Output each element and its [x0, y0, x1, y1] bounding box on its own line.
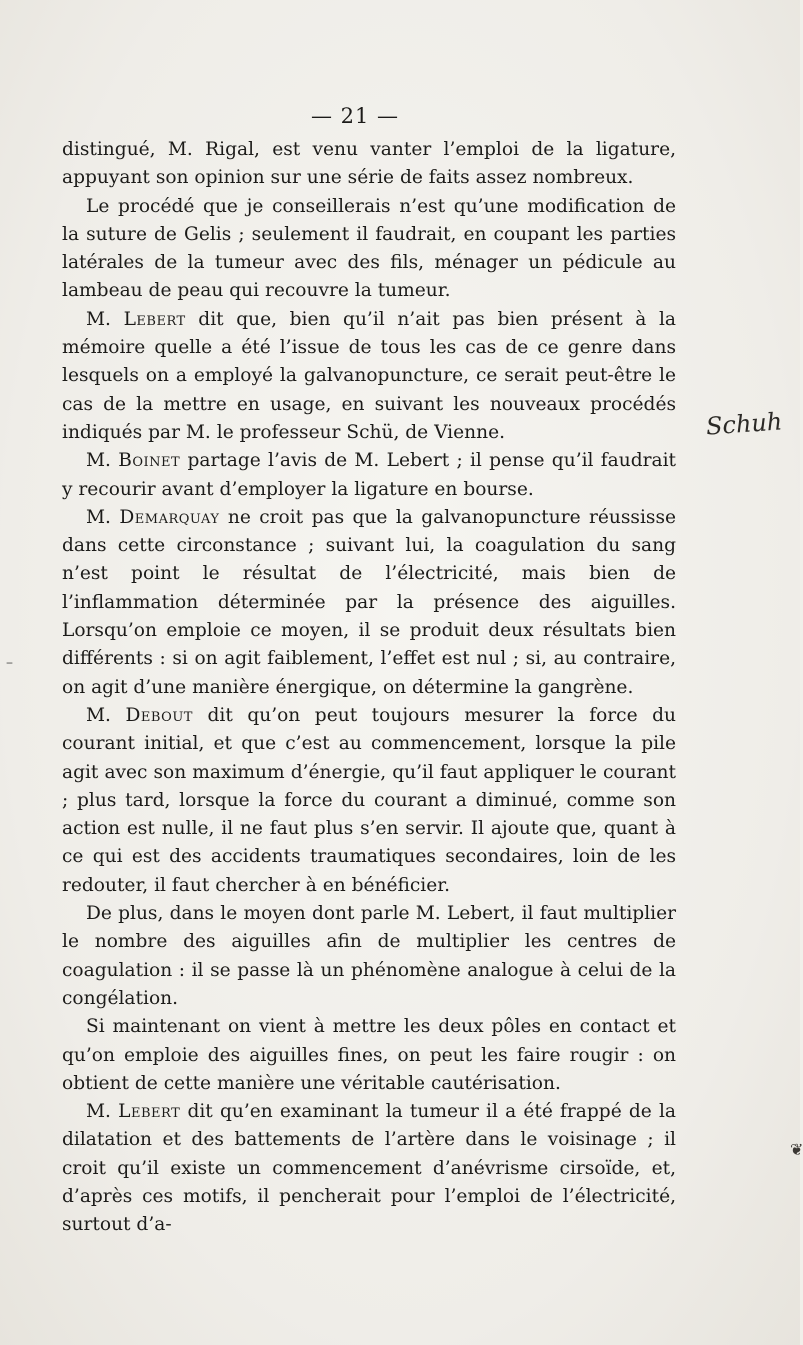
speaker-name: Boinet [118, 450, 181, 472]
speaker-name: Lebert [123, 308, 186, 330]
paragraph-1 [62, 136, 676, 193]
paragraph-6 [62, 702, 676, 900]
paragraph-text: ne croit pas que la galvanopuncture réussisse dans cette circonstance ; suivant lui, la coagulation du sang n’est point le résultat de l’électricité, mais bien de l’inflammation déterminée par la présence des aiguilles. Lorsqu’on emploie ce moyen, il se produit deux résultats bien différents : si on agit faiblement, l’effet est nul ; si, au contraire, on agit d’une manière énergique, on détermine la gangrène. [62, 506, 676, 698]
paragraph-8 [62, 1013, 676, 1098]
speaker-prefix: M. [86, 704, 126, 726]
paragraph-2 [62, 193, 676, 306]
paragraph-7 [62, 900, 676, 1013]
speaker-name: Lebert [118, 1101, 181, 1123]
margin-dash-icon: – [6, 655, 13, 671]
paragraph-text: dit qu’on peut toujours mesurer la force du courant initial, et que c’est au commencement, lorsque la pile agit avec son maximum d’énergie, qu’il faut appliquer le courant ; plus tard, lorsque la force du courant a diminué, comme son action est nulle, il ne faut plus s’en servir. Il ajoute que, quant à ce qui est des accidents traumatiques secondaires, loin de les redouter, il faut chercher à en bénéficier. [62, 704, 676, 896]
speaker-prefix: M. [86, 308, 124, 330]
paragraph-5 [62, 504, 676, 702]
ink-mark-icon: ❦ [790, 1140, 803, 1159]
page-number: — 21 — [310, 104, 400, 128]
paragraph-text: dit qu’en examinant la tumeur il a été frappé de la dilatation et des battements de l’artère dans le voisinage ; il croit qu’il existe un commencement d’anévrisme cirsoïde, et, d’après ces motifs, il pencherait pour l’emploi de l’électricité, surtout d’a- [62, 1101, 676, 1236]
speaker-name: Debout [125, 704, 193, 726]
page-body [62, 136, 676, 1240]
speaker-prefix: M. [86, 450, 119, 472]
paragraph-text: distingué, M. Rigal, est venu vanter l’emploi de la ligature, appuyant son opinion sur une série de faits assez nombreux. [62, 139, 676, 189]
speaker-name: Demarquay [119, 506, 220, 528]
speaker-prefix: M. [86, 1101, 119, 1123]
paragraph-3 [62, 306, 676, 447]
paragraph-text: dit que, bien qu’il n’ait pas bien présent à la mémoire quelle a été l’issue de tous les cas de ce genre dans lesquels on a employé la galvanopuncture, ce serait peut-être le cas de la mettre en usage, en suivant les nouveaux procédés indiqués par M. le professeur Schü, de Vienne. [62, 308, 676, 443]
paragraph-text: Le procédé que je conseillerais n’est qu’une modification de la suture de Gelis ; seulement il faudrait, en coupant les parties latérales de la tumeur avec des fils, ménager un pédicule au lambeau de peau qui recouvre la tumeur. [62, 195, 676, 302]
paragraph-4 [62, 447, 676, 504]
paragraph-text: Si maintenant on vient à mettre les deux pôles en contact et qu’on emploie des aiguilles fines, on peut les faire rougir : on obtient de cette manière une véritable cautérisation. [62, 1016, 676, 1094]
paragraph-text: partage l’avis de M. Lebert ; il pense qu’il faudrait y recourir avant d’employer la ligature en bourse. [62, 450, 676, 500]
speaker-prefix: M. [86, 506, 120, 528]
handwritten-annotation: Schuh [705, 407, 784, 441]
paragraph-text: De plus, dans le moyen dont parle M. Lebert, il faut multiplier le nombre des aiguilles afin de multiplier les centres de coagulation : il se passe là un phénomène analogue à celui de la congélation. [62, 903, 676, 1009]
paragraph-9 [62, 1098, 676, 1239]
